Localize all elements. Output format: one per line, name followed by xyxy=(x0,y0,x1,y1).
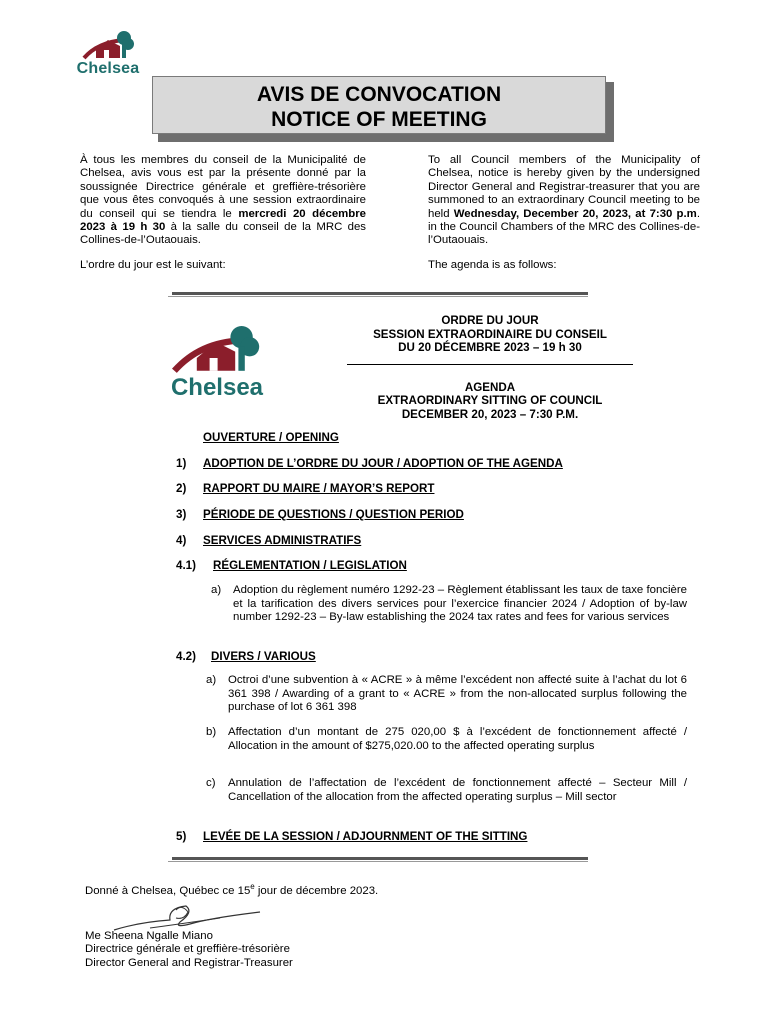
divider-bottom-shadow xyxy=(168,861,588,862)
subitem-letter: a) xyxy=(211,584,222,596)
intro-en-date: Wednesday, December 20, 2023, at 7:30 p.m xyxy=(453,207,697,220)
house-tree-logo-icon xyxy=(78,28,138,62)
agenda-header-en1: AGENDA xyxy=(464,380,516,394)
agenda-header-en3: DECEMBER 20, 2023 – 7:30 P.M. xyxy=(401,407,579,421)
agenda-item-label: OUVERTURE / OPENING xyxy=(203,431,339,444)
intro-en-agenda-line: The agenda is as follows: xyxy=(428,258,557,271)
agenda-subitem-4-2-c xyxy=(206,777,687,804)
given-text-a: Donné à Chelsea, Québec ce 15 xyxy=(85,884,251,897)
intro-en-paragraph xyxy=(428,154,700,248)
divider-bottom xyxy=(172,857,588,860)
agenda-item-number: 3) xyxy=(176,508,187,521)
signatory-role-en: Director General and Registrar-Treasurer xyxy=(85,956,293,969)
agenda-item-number: 1) xyxy=(176,457,187,470)
agenda-item-label: LEVÉE DE LA SESSION / ADJOURNMENT OF THE SITTING xyxy=(203,830,528,843)
agenda-item-number: 4.1) xyxy=(176,559,196,572)
subitem-letter: c) xyxy=(206,777,216,789)
agenda-header-separator xyxy=(347,358,633,365)
agenda-header xyxy=(340,314,640,421)
chelsea-logo-top xyxy=(66,28,150,84)
divider-top xyxy=(172,292,588,295)
intro-fr-date: mercredi 20 décembre 2023 à 19 h 30 xyxy=(80,207,367,234)
agenda-subitem-4-2-b xyxy=(206,726,687,753)
title-en: NOTICE OF MEETING xyxy=(271,108,487,131)
intro-fr-paragraph xyxy=(80,154,366,248)
divider-top-shadow xyxy=(168,296,588,297)
agenda-item-number: 2) xyxy=(176,482,187,495)
intro-en-text-b: . in the Council Chambers of the MRC des Collines-de-l’Outaouais. xyxy=(428,207,700,247)
logo-wordmark: Chelsea xyxy=(76,60,140,77)
intro-fr-agenda-line: L’ordre du jour est le suivant: xyxy=(80,258,226,271)
signatory-name: Me Sheena Ngalle Miano xyxy=(85,930,213,942)
agenda-header-fr3: DU 20 DÉCEMBRE 2023 – 19 h 30 xyxy=(398,341,582,354)
agenda-item-label: PÉRIODE DE QUESTIONS / QUESTION PERIOD xyxy=(203,508,464,521)
title-fr: AVIS DE CONVOCATION xyxy=(256,83,502,106)
chelsea-logo-middle xyxy=(160,322,274,402)
agenda-item-label: RÉGLEMENTATION / LEGISLATION xyxy=(213,559,407,572)
given-sup: e xyxy=(250,882,255,891)
given-at-line xyxy=(85,880,378,898)
page-title xyxy=(152,76,606,134)
agenda-item-label: DIVERS / VARIOUS xyxy=(211,650,316,663)
subitem-text: Adoption du règlement numéro 1292-23 – Règlement établissant les taux de taxe foncière et la tarification des divers services pour l’exercice financier 2024 / Adoption of by-law number 1292-23 – By-law establishing the 2024 tax rates and fees for various services xyxy=(233,584,687,624)
subitem-text: Octroi d’une subvention à « ACRE » à même l’excédent non affecté suite à l’achat du lot 6 361 398 / Awarding of a grant to « ACRE » from the non-allocated surplus following the purchase of lot 6 361 398 xyxy=(228,674,687,714)
agenda-subitem-4-2-a xyxy=(206,674,687,715)
agenda-header-en2: EXTRAORDINARY SITTING OF COUNCIL xyxy=(377,394,603,407)
agenda-subitem-4-1-a xyxy=(211,584,687,625)
agenda-header-fr1: ORDRE DU JOUR xyxy=(441,314,539,327)
signatory-block xyxy=(85,930,293,970)
subitem-text: Annulation de l’affectation de l’excédent de fonctionnement affecté – Secteur Mill / Cancellation of the allocation from the affected operating surplus – Mill sector xyxy=(228,777,687,803)
agenda-header-fr2: SESSION EXTRAORDINAIRE DU CONSEIL xyxy=(373,327,607,341)
agenda-item-label: ADOPTION DE L’ORDRE DU JOUR / ADOPTION OF THE AGENDA xyxy=(203,457,563,470)
intro-en-text-a: To all Council members of the Municipality of Chelsea, notice is hereby given by the undersigned Director General and Registrar-treasurer that you are summoned to an extraordinary Council meeting to be held xyxy=(428,154,700,220)
given-text-b: jour de décembre 2023. xyxy=(254,884,379,897)
agenda-item-number: 4.2) xyxy=(176,650,196,663)
agenda-item-label: RAPPORT DU MAIRE / MAYOR’S REPORT xyxy=(203,482,435,495)
intro-fr-text-a: À tous les membres du conseil de la Municipalité de Chelsea, avis vous est par la présente donné par la soussignée Directrice générale et greffière-trésorière que vous êtes convoqués à une session extraordinaire du conseil qui se tiendra le xyxy=(80,154,366,220)
agenda-item-number: 5) xyxy=(176,830,187,843)
signatory-role-fr: Directrice générale et greffière-trésorière xyxy=(85,943,290,956)
subitem-text: Affectation d’un montant de 275 020,00 $ à l’excédent de fonctionnement affecté / Allocation in the amount of $275,020.00 to the affected operating surplus xyxy=(228,726,687,752)
intro-french xyxy=(80,154,366,272)
logo-wordmark: Chelsea xyxy=(170,374,264,401)
agenda-item-number: 4) xyxy=(176,534,187,547)
subitem-letter: a) xyxy=(206,674,217,686)
intro-english xyxy=(428,154,700,272)
agenda-item-label: SERVICES ADMINISTRATIFS xyxy=(203,534,362,547)
house-tree-logo-icon xyxy=(168,322,264,378)
subitem-letter: b) xyxy=(206,726,217,738)
intro-fr-text-b: à la salle du conseil de la MRC des Collines-de-l’Outaouais. xyxy=(80,221,366,247)
